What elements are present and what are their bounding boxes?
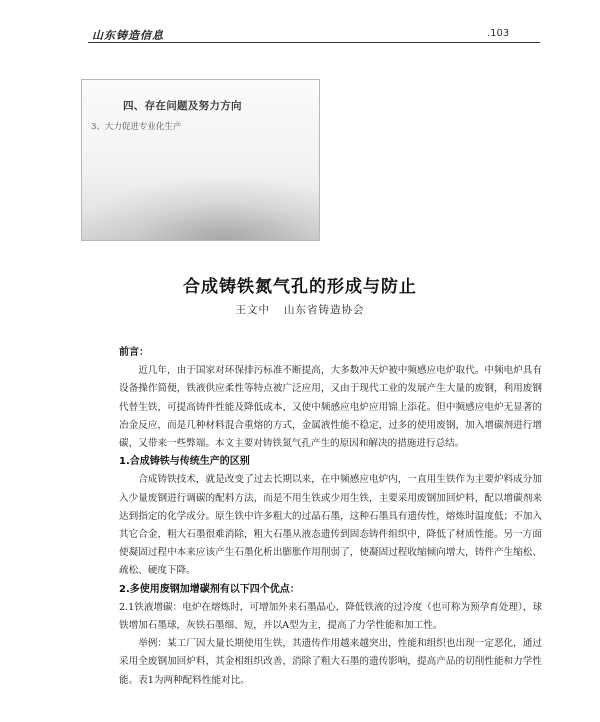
figure-subheading: 3、大力促进专业化生产 <box>91 122 182 132</box>
preface-label: 前言： <box>119 347 149 358</box>
author-affiliation: 山东省铸造协会 <box>284 304 365 316</box>
figure-image <box>81 79 320 241</box>
page-header <box>0 0 600 44</box>
article-body <box>119 344 542 690</box>
point-2-1-paragraph: 2.1铁液增碳：电炉在熔炼时，可增加外来石墨晶心，降低铁液的过冷度（也可称为预孕育处理），球铁增加石墨球，灰铁石墨细、短，并以A型为主，提高了力学性能和加工性。 <box>119 601 542 632</box>
section-1-paragraph: 合成铸铁技术，就是改变了过去长期以来，在中频感应电炉内，一直用生铁作为主要炉料成分加入少量废钢进行调碳的配料方法，而是不用生铁或少用生铁，主要采用废钢加回炉料，配以增碳剂来达到指定的化学成分。原生铁中许多粗大的过晶石墨，这种石墨具有遗传性，熔炼时温度低；不加入其它合金，粗大石墨很难消除，粗大石墨从液态遗传到固态铸件组织中，降低了材质性能。另一方面使凝固过程中本来应该产生石墨化析出膨胀作用削弱了，使凝固过程收缩倾向增大，铸件产生缩松、疏松、硬度下降。 <box>119 474 542 577</box>
figure-heading: 四、存在问题及努力方向 <box>123 100 242 112</box>
example-paragraph: 举例：某工厂因大量长期使用生铁，其遗传作用越来越突出，性能和组织也出现一定恶化，通过采用全废钢加回炉料，其金相组织改善，消除了粗大石墨的遗传影响，提高产品的切削性能和力学性能。表1为两种配料性能对比。 <box>119 638 542 686</box>
author-name: 王文中 <box>235 304 270 316</box>
header-divider <box>88 42 540 43</box>
figure-shading <box>82 180 319 240</box>
article-title: 合成铸铁氮气孔的形成与防止 <box>183 277 417 297</box>
section-2-heading: 2.多使用废钢加增碳剂有以下四个优点： <box>119 583 300 595</box>
section-1-heading: 1.合成铸铁与传统生产的区别 <box>119 456 250 468</box>
page-number: .103 <box>487 28 510 39</box>
byline <box>0 302 600 317</box>
journal-name: 山东铸造信息 <box>92 29 164 42</box>
preface-paragraph: 近几年，由于国家对环保排污标准不断提高，大多数冲天炉被中频感应电炉取代。中频电炉具有设备操作简便，铁液供应柔性等特点被广泛应用，又由于现代工业的发展产生大量的废钢，利用废钢代替生铁，可提高铸件性能及降低成本，又使中频感应电炉应用锦上添花。但中频感应电炉无显著的冶金反应，而是几种材料混合重熔的方式，金属液性能不稳定，过多的使用废钢，加入增碳剂进行增碳，又带来一些弊端。本文主要对铸铁氮气孔产生的原因和解决的措施进行总结。 <box>119 365 542 450</box>
